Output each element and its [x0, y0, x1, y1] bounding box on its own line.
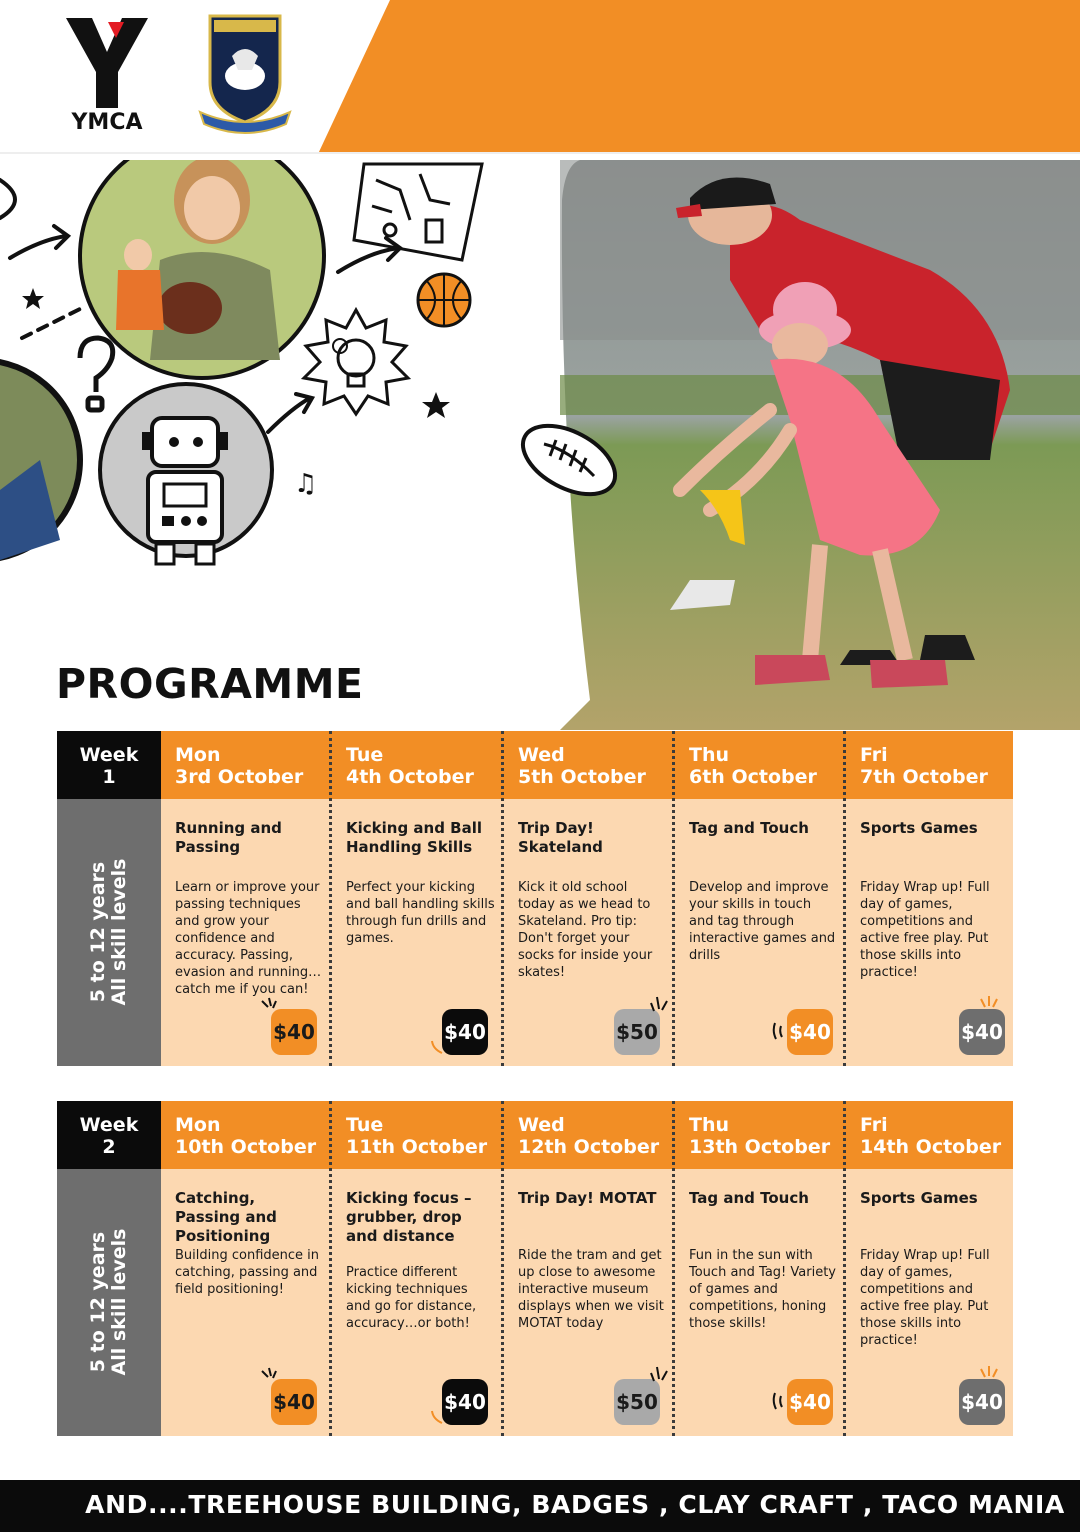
day-date: 4th October [346, 766, 474, 788]
question-mark-icon [80, 338, 113, 410]
skill-levels: All skill levels [108, 858, 130, 1006]
day-name: Thu [689, 744, 730, 766]
day-date: 14th October [860, 1136, 1002, 1158]
rugby-crest [192, 12, 298, 136]
activity-title: Sports Games [860, 1189, 978, 1207]
sparkle-icon [430, 1039, 446, 1057]
ymca-logo [62, 14, 152, 134]
day-name: Fri [860, 744, 888, 766]
rugby-ball-icon [514, 410, 624, 510]
activity-description: Building confidence in catching, passing and field positioning! [175, 1248, 320, 1297]
basketball-icon [418, 274, 470, 326]
day-column-wed [501, 1101, 672, 1436]
sparkle-icon [648, 1365, 670, 1383]
week-label-text: Week [79, 1114, 139, 1136]
sparkle-icon [430, 1409, 446, 1427]
day-name: Wed [518, 1114, 565, 1136]
activity-description: Ride the tram and get up close to awesome interactive museum displays when we visit MOTAT today [518, 1248, 664, 1331]
sparkle-icon [771, 1391, 785, 1411]
day-name: Mon [175, 744, 221, 766]
price-badge: $40 [959, 1379, 1005, 1425]
day-date: 7th October [860, 766, 988, 788]
day-name: Wed [518, 744, 565, 766]
music-note-icon: ♫ [294, 469, 318, 499]
girl-circle-photo [80, 160, 324, 378]
age-range: 5 to 12 years [87, 861, 109, 1003]
day-date: 5th October [518, 766, 646, 788]
circuit-board-icon [354, 164, 482, 260]
price-badge: $40 [442, 1379, 488, 1425]
day-header [518, 1114, 659, 1158]
activity-title: Catching, Passing and Positioning [175, 1189, 277, 1245]
header [0, 0, 1080, 160]
ymca-logo-icon [62, 14, 152, 110]
price-badge: $40 [271, 1009, 317, 1055]
week-1-table [57, 731, 1013, 1066]
day-name: Mon [175, 1114, 221, 1136]
left-circle-photo [0, 360, 80, 560]
hero-section [0, 160, 1080, 730]
price-badge: $50 [614, 1009, 660, 1055]
price-badge: $50 [614, 1379, 660, 1425]
sparkle-icon [259, 997, 279, 1015]
day-name: Tue [346, 744, 384, 766]
activity-description: Develop and improve your skills in touch and tag through interactive games and drills [689, 880, 836, 963]
sparkle-icon [259, 1367, 279, 1385]
lightbulb-icon [304, 310, 408, 414]
week-number: 2 [102, 1136, 116, 1158]
day-column-mon [161, 731, 329, 1066]
day-header [689, 744, 817, 788]
activity-description: Kick it old school today as we head to Skateland. Pro tip: Don't forget your socks for inside your skates! [518, 880, 653, 980]
age-range-text [88, 859, 130, 1006]
activity-title: Trip Day! MOTAT [518, 1189, 657, 1207]
sparkle-icon [648, 995, 670, 1013]
activity-description: Friday Wrap up! Full day of games, competitions and active free play. Put those skills into practice! [860, 880, 990, 980]
age-column [57, 799, 161, 1066]
star-icon [422, 392, 450, 418]
day-date: 12th October [518, 1136, 660, 1158]
day-column-mon [161, 1101, 329, 1436]
week-2-table [57, 1101, 1013, 1436]
day-column-fri [843, 1101, 1013, 1436]
day-date: 13th October [689, 1136, 831, 1158]
day-date: 10th October [175, 1136, 317, 1158]
day-column-tue [329, 731, 501, 1066]
activity-title: Trip Day! Skateland [518, 819, 603, 856]
week-label-text: Week [79, 744, 139, 766]
activity-title: Tag and Touch [689, 1189, 809, 1207]
day-header [175, 1114, 316, 1158]
day-column-thu [672, 731, 843, 1066]
footer-banner [0, 1480, 1080, 1532]
day-header [346, 1114, 487, 1158]
day-date: 6th October [689, 766, 817, 788]
sparkle-icon [978, 995, 1000, 1011]
week-label [57, 1101, 161, 1169]
activity-description: Friday Wrap up! Full day of games, competitions and active free play. Put those skills into practice! [860, 1248, 990, 1348]
activity-title: Sports Games [860, 819, 978, 837]
price-badge: $40 [959, 1009, 1005, 1055]
rugby-crest-icon [192, 12, 298, 136]
activity-description: Perfect your kicking and ball handling skills through fun drills and games. [346, 880, 495, 946]
robot-icon [100, 384, 272, 564]
day-header [689, 1114, 830, 1158]
price-badge: $40 [787, 1009, 833, 1055]
orange-header-band [0, 0, 1080, 154]
day-header [175, 744, 303, 788]
footer-text: AND....TREEHOUSE BUILDING, BADGES , CLAY CRAFT , TACO MANIA [85, 1490, 1065, 1519]
activity-title: Running and Passing [175, 819, 282, 856]
activity-title: Kicking and Ball Handling Skills [346, 819, 483, 856]
day-name: Thu [689, 1114, 730, 1136]
activity-title: Kicking focus – grubber, drop and distance [346, 1189, 472, 1245]
ymca-wordmark: YMCA [71, 110, 143, 135]
sparkle-icon [978, 1365, 1000, 1381]
age-range: 5 to 12 years [87, 1231, 109, 1373]
age-range-text [88, 1229, 130, 1376]
week-number: 1 [102, 766, 116, 788]
day-header [860, 744, 988, 788]
price-badge: $40 [271, 1379, 317, 1425]
day-date: 11th October [346, 1136, 488, 1158]
activity-description: Fun in the sun with Touch and Tag! Variety of games and competitions, honing those skills! [689, 1248, 836, 1331]
programme-title: PROGRAMME [56, 660, 364, 708]
day-column-thu [672, 1101, 843, 1436]
day-column-wed [501, 731, 672, 1066]
day-date: 3rd October [175, 766, 304, 788]
day-column-fri [843, 731, 1013, 1066]
price-badge: $40 [442, 1009, 488, 1055]
skill-levels: All skill levels [108, 1228, 130, 1376]
day-name: Tue [346, 1114, 384, 1136]
day-header [346, 744, 474, 788]
activity-description: Learn or improve your passing techniques and grow your confidence and accuracy. Passing, evasion and running… catch me if you can! [175, 880, 322, 997]
day-header [518, 744, 646, 788]
doodle-illustrations [0, 160, 560, 660]
age-column [57, 1169, 161, 1436]
activity-description: Practice different kicking techniques and go for distance, accuracy…or both! [346, 1265, 477, 1331]
price-badge: $40 [787, 1379, 833, 1425]
day-column-tue [329, 1101, 501, 1436]
week-label [57, 731, 161, 799]
sparkle-icon [771, 1021, 785, 1041]
star-icon [22, 288, 44, 309]
day-header [860, 1114, 1001, 1158]
activity-title: Tag and Touch [689, 819, 809, 837]
day-name: Fri [860, 1114, 888, 1136]
